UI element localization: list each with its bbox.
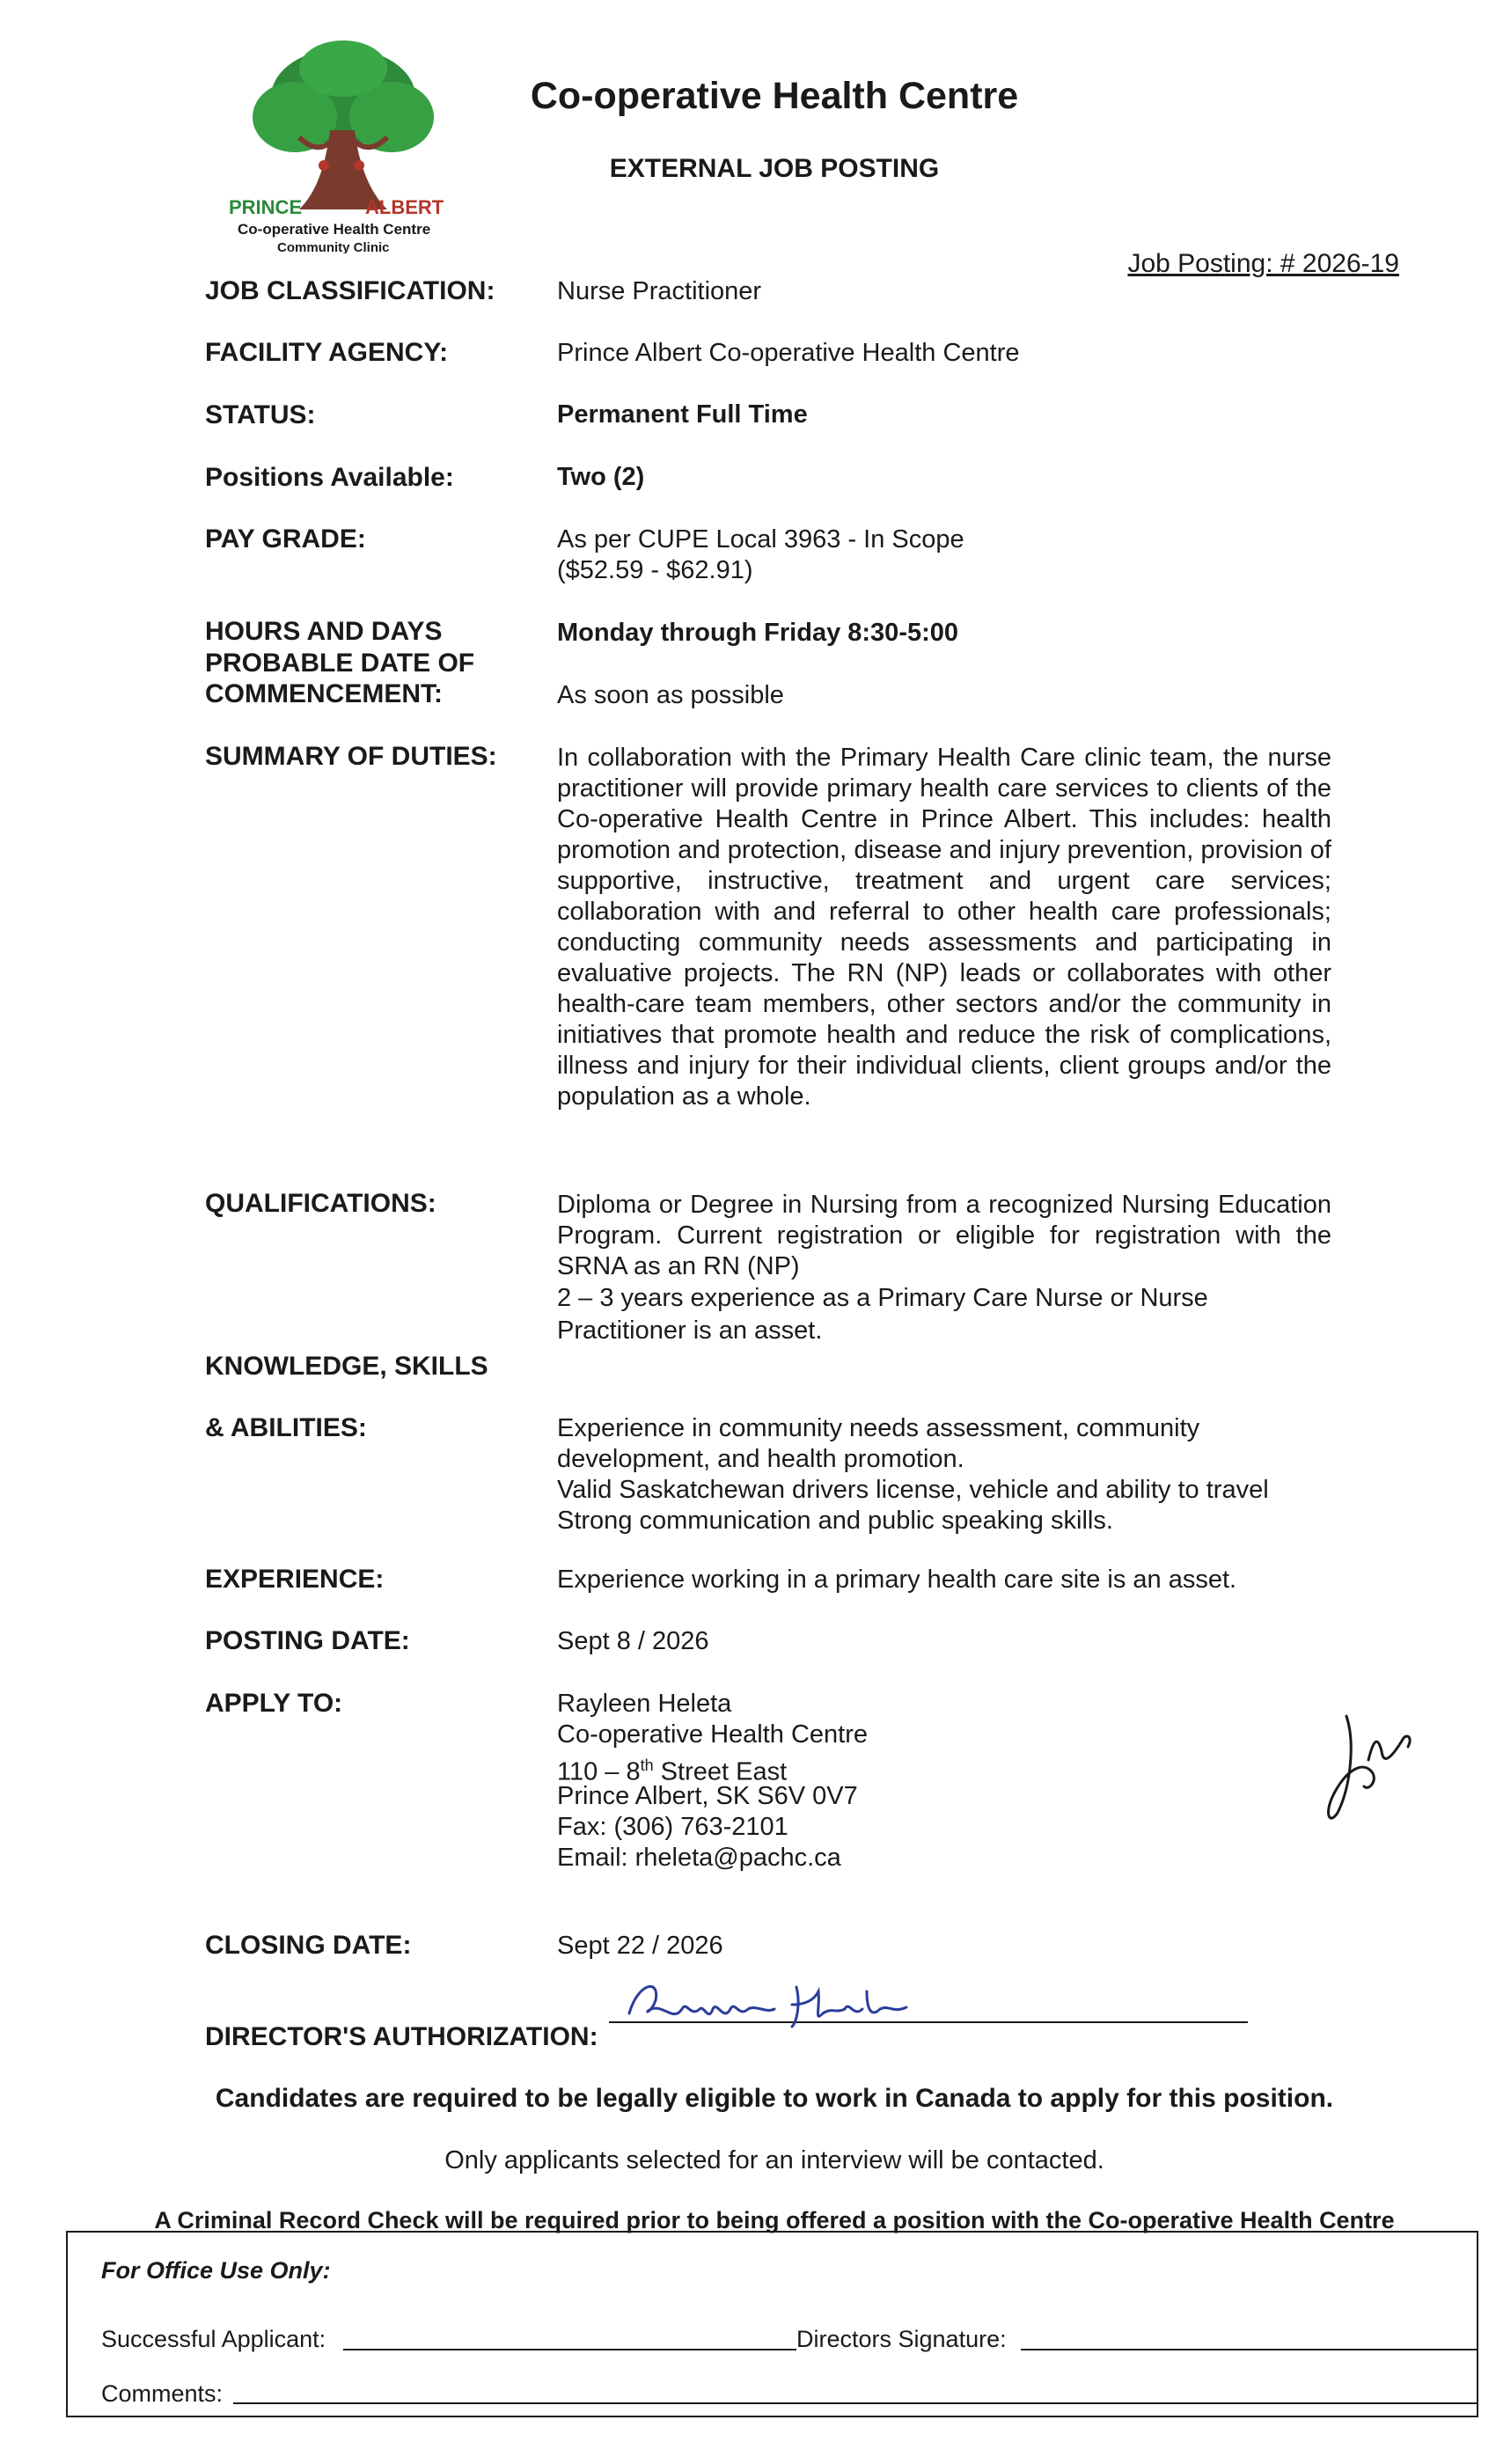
commencement-value: As soon as possible [557,681,784,709]
pay-grade-value-line2: ($52.59 - $62.91) [557,556,753,584]
hours-label-line2: PROBABLE DATE OF [205,649,475,678]
status-value: Permanent Full Time [557,400,808,429]
posting-date-value: Sept 8 / 2026 [557,1627,709,1655]
status-label: STATUS: [205,400,316,429]
facility-agency-label: FACILITY AGENCY: [205,338,449,367]
interview-notice: Only applicants selected for an interview will be contacted. [444,2146,1104,2174]
qualifications-line3: Practitioner is an asset. [557,1316,823,1345]
job-posting-number: Job Posting: # 2026-19 [1127,249,1399,278]
logo-line1: Co-operative Health Centre [238,221,431,238]
qualifications-line2: 2 – 3 years experience as a Primary Care Nurse or Nurse [557,1284,1208,1312]
apply-to-email: Email: rheleta@pachc.ca [557,1844,841,1872]
logo-prince: PRINCE [229,196,303,218]
tree-icon [253,40,434,209]
eligibility-notice: Candidates are required to be legally eligible to work in Canada to apply for this position. [215,2084,1334,2113]
job-classification-label: JOB CLASSIFICATION: [205,276,495,305]
job-classification-value: Nurse Practitioner [557,277,762,305]
office-use-heading: For Office Use Only: [101,2257,331,2284]
director-authorization-label: DIRECTOR'S AUTHORIZATION: [205,2022,598,2051]
handwritten-initials [1320,1707,1426,1830]
hours-label-line1: HOURS AND DAYS [205,617,443,646]
criminal-record-notice: A Criminal Record Check will be required prior to being offered a position with the Co-operative Health Centre [154,2207,1395,2233]
apply-to-org: Co-operative Health Centre [557,1720,869,1749]
apply-to-street: 110 – 8th Street East [557,1756,788,1786]
qualifications-label: QUALIFICATIONS: [205,1189,436,1218]
ksa-line4: Strong communication and public speaking skills. [557,1507,1113,1535]
apply-to-name: Rayleen Heleta [557,1690,732,1718]
clinic-logo [211,33,466,253]
directors-signature-label: Directors Signature: [796,2326,1007,2352]
positions-label: Positions Available: [205,463,454,492]
positions-value: Two (2) [557,463,645,491]
ksa-line3: Valid Saskatchewan drivers license, vehicle and ability to travel [557,1476,1269,1504]
comments-label: Comments: [101,2380,224,2407]
ksa-line2: development, and health promotion. [557,1445,964,1473]
comments-field[interactable] [233,2402,1478,2404]
successful-applicant-field[interactable] [343,2349,796,2350]
hours-label-line3: COMMENCEMENT: [205,679,443,708]
experience-label: EXPERIENCE: [205,1565,385,1594]
pay-grade-value-line1: As per CUPE Local 3963 - In Scope [557,525,964,554]
qualifications-value: Diploma or Degree in Nursing from a recognized Nursing Education Program. Current registration or eligible for registration with the SRNA as an RN (NP) [557,1191,1331,1280]
apply-to-city: Prince Albert, SK S6V 0V7 [557,1782,858,1810]
ksa-label-line1: KNOWLEDGE, SKILLS [205,1352,488,1381]
apply-to-label: APPLY TO: [205,1689,343,1718]
director-signature [625,1974,942,2035]
ksa-label-line2: & ABILITIES: [205,1413,367,1442]
directors-signature-field[interactable] [1021,2349,1478,2350]
ksa-line1: Experience in community needs assessment, community [557,1414,1200,1442]
logo-albert: ALBERT [365,196,444,218]
summary-value: In collaboration with the Primary Health Care clinic team, the nurse practitioner will provide primary health care services to clients of the Co-operative Health Centre in Prince Albert. This includes: health promotion and protection, disease and injury prevention, provision of supportive, instructive, treatment and urgent care services; collaboration with and referral to other health care professionals; conducting community needs assessments and participating in evaluative projects. The RN (NP) leads or collaborates with other health-care team members, other sectors and/or the community in initiatives that promote health and reduce the risk of complications, illness and injury for their individual clients, client groups and/or the population as a whole. [557,744,1331,1111]
posting-date-label: POSTING DATE: [205,1626,410,1655]
page-subtitle: EXTERNAL JOB POSTING [609,154,940,183]
closing-date-value: Sept 22 / 2026 [557,1932,723,1960]
pay-grade-label: PAY GRADE: [205,524,366,554]
successful-applicant-label: Successful Applicant: [101,2326,326,2352]
hours-value: Monday through Friday 8:30-5:00 [557,619,959,647]
apply-to-fax: Fax: (306) 763-2101 [557,1813,788,1841]
logo-line2: Community Clinic [277,240,390,253]
experience-value: Experience working in a primary health care site is an asset. [557,1566,1237,1594]
summary-label: SUMMARY OF DUTIES: [205,742,497,771]
closing-date-label: CLOSING DATE: [205,1931,412,1960]
page-title: Co-operative Health Centre [530,75,1019,117]
facility-agency-value: Prince Albert Co-operative Health Centre [557,339,1020,367]
